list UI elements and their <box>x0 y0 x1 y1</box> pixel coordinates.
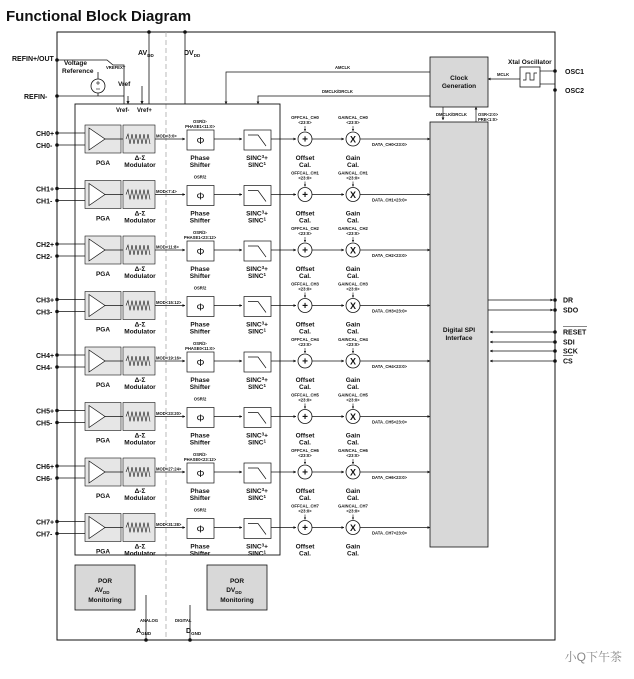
pga-label: PGA <box>95 437 111 445</box>
ch-plus-label: CH5+ <box>36 408 55 416</box>
ch-minus-label: CH3- <box>36 309 53 317</box>
spi-pin-label: SDO <box>563 307 579 315</box>
modulator-label-1: Δ-Σ <box>134 432 146 440</box>
pga-label: PGA <box>95 271 111 278</box>
por-dvdd-l3: Monitoring <box>220 597 254 604</box>
phase-label-1: Phase <box>190 488 210 495</box>
osc2-label: OSC2 <box>565 88 585 95</box>
gain-label-2: Cal. <box>347 217 359 225</box>
offcal-bits: <23:0> <box>298 286 312 292</box>
osr-label: OSR/2- <box>193 119 207 124</box>
phase-reg-label: PHASE0<11:0> <box>185 346 215 351</box>
phase-label-2: Shifter <box>189 439 211 447</box>
osc2-pin <box>553 88 557 92</box>
gaincal-bits: <23:0> <box>346 286 360 292</box>
agnd-label: $A_{GND}$ <box>136 628 152 636</box>
ch-minus-label: CH6- <box>36 476 53 483</box>
mclk-label: MCLK <box>497 72 510 77</box>
times-icon: X <box>349 301 357 311</box>
gaincal-label: GAINCAL_CH5 <box>338 392 368 398</box>
channel-1 <box>36 171 430 225</box>
plus-icon: + <box>302 301 308 312</box>
ch-plus-label: CH0+ <box>36 131 55 138</box>
plus-icon: + <box>302 245 308 257</box>
offcal-label: OFFCAL_CH2 <box>291 226 319 231</box>
spi-pin-sdo <box>488 308 579 315</box>
phase-label-2: Shifter <box>189 384 211 391</box>
sinc-label-2: SINC$^1$ <box>247 438 267 447</box>
modulator-label-2: Modulator <box>124 273 156 280</box>
data-bus-label: DATA_CH3<23:0> <box>372 308 407 314</box>
offcal-label: OFFCAL_CH4 <box>291 337 319 342</box>
data-bus-label: DATA_CH4<23:0> <box>372 364 407 369</box>
mod-bus-label: MOD<11:8> <box>156 244 179 250</box>
data-bus-label: DATA_CH0<23:0> <box>372 142 407 147</box>
times-icon: X <box>349 523 357 533</box>
offcal-bits: <23:0> <box>298 342 312 347</box>
offcal-label: OFFCAL_CH0 <box>291 115 319 120</box>
offset-label-1: Offset <box>295 488 315 495</box>
sinc-filter-block <box>244 241 271 261</box>
mod-bus-label: MOD<19:16> <box>156 355 182 361</box>
sinc-label-2: SINC$^1$ <box>247 327 267 336</box>
offset-label-2: Cal. <box>299 217 311 225</box>
gaincal-bits: <23:0> <box>346 231 360 236</box>
channel-4 <box>36 337 430 391</box>
phase-label-1: Phase <box>190 155 210 162</box>
spi-pin-sdi <box>490 340 575 347</box>
sinc-label-1: $SINC^3+$ <box>246 431 268 440</box>
gain-label-1: Gain <box>345 432 361 440</box>
offcal-label: OFFCAL_CH3 <box>291 281 319 287</box>
xtal-label: Xtal Oscillator <box>508 59 552 66</box>
clock-generation-block <box>430 57 488 107</box>
gaincal-bits: <23:0> <box>346 175 360 181</box>
gaincal-label: GAINCAL_CH3 <box>338 281 368 287</box>
gain-label-1: Gain <box>345 155 361 162</box>
dgnd-label: $D_{GND}$ <box>186 628 202 636</box>
agnd-pin <box>144 638 148 642</box>
offcal-bits: <23:0> <box>298 231 312 236</box>
gain-label-2: Cal. <box>347 328 359 336</box>
ch-minus-label: CH1- <box>36 198 53 206</box>
spi-pin-dot <box>553 330 557 334</box>
spi-pin-label: SDI <box>563 339 575 347</box>
clock-label-1: Clock <box>450 75 468 82</box>
dvdd-pin <box>183 30 187 34</box>
channel-0 <box>36 115 430 169</box>
sinc-label-1: $SINC^3+$ <box>246 209 268 218</box>
sinc-label-1: $SINC^3+$ <box>246 376 268 384</box>
spi-pin-label: SCK <box>563 348 578 356</box>
data-bus-label: DATA_CH2<23:0> <box>372 253 407 258</box>
sinc-filter-block <box>244 352 271 372</box>
dgnd-pin <box>188 638 192 642</box>
osr-label: OSR/2- <box>193 341 207 346</box>
ch-minus-label: CH4- <box>36 365 53 372</box>
dmclk-label: DMCLK/DRCLK <box>322 89 353 94</box>
pga-label: PGA <box>95 160 111 167</box>
modulator-label-1: Δ-Σ <box>134 266 146 273</box>
offset-label-1: Offset <box>295 377 315 384</box>
times-icon: X <box>349 245 357 256</box>
pga-label: PGA <box>95 215 111 223</box>
vref-label: Vref <box>118 81 131 88</box>
phi-icon: Φ <box>196 524 205 536</box>
offcal-label: OFFCAL_CH1 <box>291 170 319 176</box>
channel-5 <box>36 393 430 447</box>
por-avdd-l3: Monitoring <box>88 597 122 604</box>
digital-label: DIGITAL <box>175 618 192 623</box>
osr-label: OSR<2:0> <box>478 112 499 117</box>
amclk-label: AMCLK <box>335 65 351 70</box>
times-icon: X <box>349 467 357 478</box>
phi-icon: Φ <box>196 413 205 425</box>
times-icon: X <box>349 356 357 367</box>
plus-icon: + <box>302 134 308 146</box>
sinc-label-1: $SINC^3+$ <box>246 320 268 329</box>
sinc-label-2: SINC$^1$ <box>247 216 267 225</box>
gain-label-1: Gain <box>345 210 361 218</box>
spi-pin-reset <box>490 327 587 337</box>
offcal-bits: <23:0> <box>298 175 312 181</box>
plus-icon: + <box>302 356 308 368</box>
osr-label: OSR/2 <box>193 285 207 291</box>
channel-3 <box>36 282 430 336</box>
phi-icon: Φ <box>196 469 205 480</box>
gaincal-bits: <23:0> <box>346 508 360 514</box>
por-avdd-l2: $AV_{DD}$ <box>94 587 110 595</box>
avdd-pin <box>147 30 151 34</box>
gaincal-label: GAINCAL_CH6 <box>338 448 368 453</box>
gain-label-1: Gain <box>345 266 361 273</box>
sinc-label-1: $SINC^3+$ <box>246 487 268 495</box>
offcal-bits: <23:0> <box>298 397 312 403</box>
mod-bus-label: MOD<15:12> <box>156 300 182 305</box>
watermark: 小Q下午茶 <box>564 650 622 664</box>
offcal-bits: <23:0> <box>298 120 312 125</box>
osr-label: OSR/2- <box>193 452 207 457</box>
pre-label: PRE<1:0> <box>478 117 498 122</box>
times-icon: X <box>349 134 357 145</box>
modulator-label-1: Δ-Σ <box>134 488 146 495</box>
spi-pin-dot <box>553 359 557 363</box>
modulator-label-2: Modulator <box>124 217 156 225</box>
mod-bus-label: MOD<27:24> <box>156 466 182 472</box>
plus-icon: + <box>302 412 308 423</box>
gaincal-label: GAINCAL_CH7 <box>338 503 368 509</box>
phase-label-1: Phase <box>190 377 210 384</box>
plus-icon: + <box>302 523 308 534</box>
sinc-label-1: $SINC^3+$ <box>246 154 268 162</box>
osr-label: OSR/2 <box>193 174 207 180</box>
modulator-label-2: Modulator <box>124 439 156 447</box>
phase-label-1: Phase <box>190 543 210 551</box>
spi-pin-dot <box>553 308 557 312</box>
channel-6 <box>36 448 430 502</box>
spi-pin-dot <box>553 298 557 302</box>
refin-out-label: REFIN+/OUT <box>12 56 54 63</box>
spi-pins <box>488 298 587 366</box>
gaincal-bits: <23:0> <box>346 120 360 125</box>
vrefext-label: VREFEXT <box>106 65 126 70</box>
vref-label-voltage: Voltage <box>64 60 87 67</box>
pga-label: PGA <box>95 382 111 389</box>
modulator-label-2: Modulator <box>124 384 156 391</box>
offset-label-1: Offset <box>295 432 315 440</box>
dmclk-line <box>258 96 430 104</box>
modulator-label-1: Δ-Σ <box>134 543 146 551</box>
ch-minus-label: CH2- <box>36 254 53 261</box>
data-bus-label: DATA_CH7<23:0> <box>372 530 407 536</box>
refin-minus-label: REFIN- <box>24 94 48 101</box>
phi-icon: Φ <box>196 302 205 314</box>
spi-label-2: Interface <box>445 335 473 342</box>
gain-label-2: Cal. <box>347 162 359 169</box>
spi-pin-dr <box>488 298 573 305</box>
phase-label-1: Phase <box>190 321 210 329</box>
modulator-label-1: Δ-Σ <box>134 321 146 329</box>
pga-label: PGA <box>95 548 111 556</box>
mod-bus-label: MOD<23:20> <box>156 411 182 416</box>
data-bus-label: DATA_CH6<23:0> <box>372 475 407 480</box>
modulator-label-2: Modulator <box>124 550 156 558</box>
gain-label-1: Gain <box>345 543 361 551</box>
phase-label-1: Phase <box>190 210 210 218</box>
sinc-filter-block <box>244 297 271 317</box>
mod-bus-label: MOD<7:4> <box>156 189 177 194</box>
phase-label-1: Phase <box>190 266 210 273</box>
osr-label: OSR/2 <box>193 396 207 402</box>
gain-label-1: Gain <box>345 488 361 495</box>
sinc-label-2: SINC$^1$ <box>247 161 267 169</box>
spi-pin-label: RESET <box>563 329 587 337</box>
offset-label-2: Cal. <box>299 495 311 502</box>
pga-label: PGA <box>95 493 111 500</box>
phase-label-2: Shifter <box>189 328 211 336</box>
offset-label-1: Offset <box>295 321 315 329</box>
gaincal-label: GAINCAL_CH2 <box>338 226 368 231</box>
por-dvdd-l1: POR <box>229 578 245 585</box>
data-bus-label: DATA_CH5<23:0> <box>372 419 407 425</box>
osr-label: OSR/2 <box>193 507 207 513</box>
avdd-label: $AV_{DD}$ <box>138 50 154 58</box>
phi-icon: Φ <box>196 136 205 147</box>
sinc-label-1: $SINC^3+$ <box>246 265 268 273</box>
ch-plus-label: CH4+ <box>36 353 55 360</box>
sinc-label-1: $SINC^3+$ <box>246 542 268 551</box>
vref-plus-label: Vref+ <box>137 108 152 114</box>
phase-reg-label: PHASE0<23:12> <box>183 457 217 462</box>
phase-label-1: Phase <box>190 432 210 440</box>
ch-plus-label: CH1+ <box>36 186 55 194</box>
offset-label-2: Cal. <box>299 439 311 447</box>
gain-label-1: Gain <box>345 377 361 384</box>
gaincal-label: GAINCAL_CH1 <box>338 170 368 176</box>
offset-label-1: Offset <box>295 210 315 218</box>
offset-label-2: Cal. <box>299 384 311 391</box>
channel-7 <box>36 504 430 558</box>
spi-pin-dot <box>553 349 557 353</box>
clock-label-2: Generation <box>441 83 477 90</box>
offcal-bits: <23:0> <box>298 453 312 458</box>
channel-2 <box>36 226 430 280</box>
ch-minus-label: CH5- <box>36 420 53 428</box>
spi-pin-cs <box>490 356 573 366</box>
modulator-label-1: Δ-Σ <box>134 155 146 162</box>
ch-minus-label: CH0- <box>36 143 53 150</box>
ch-plus-label: CH6+ <box>36 464 55 471</box>
spi-pin-sck <box>490 349 578 356</box>
spi-pin-dot <box>553 340 557 344</box>
gain-label-1: Gain <box>345 321 361 329</box>
amclk-line <box>226 72 430 104</box>
phase-reg-label: PHASE1<11:0> <box>185 124 215 129</box>
offset-label-2: Cal. <box>299 273 311 280</box>
sinc-label-2: SINC$^1$ <box>247 272 267 280</box>
spi-label-1: Digital SPI <box>442 327 476 334</box>
phase-label-2: Shifter <box>189 495 211 502</box>
modulator-label-2: Modulator <box>124 495 156 502</box>
mod-bus-label: MOD<31:28> <box>156 522 182 527</box>
gain-label-2: Cal. <box>347 439 359 447</box>
diagram-title: Functional Block Diagram <box>6 8 192 25</box>
sinc-filter-block <box>244 519 271 539</box>
data-bus-label: DATA_CH1<23:0> <box>372 197 407 203</box>
modulator-label-2: Modulator <box>124 328 156 336</box>
ch-plus-label: CH3+ <box>36 297 55 305</box>
ch-plus-label: CH7+ <box>36 519 55 527</box>
analog-label: ANALOG <box>140 618 159 623</box>
phase-label-2: Shifter <box>189 162 211 169</box>
gaincal-bits: <23:0> <box>346 453 360 458</box>
pga-label: PGA <box>95 326 111 334</box>
gaincal-bits: <23:0> <box>346 342 360 347</box>
phase-label-2: Shifter <box>189 550 211 558</box>
offset-label-2: Cal. <box>299 328 311 336</box>
gaincal-label: GAINCAL_CH0 <box>338 115 368 120</box>
vref-label-reference: Reference <box>62 68 94 75</box>
dmclk-down-label: DMCLK/DRCLK <box>436 112 467 117</box>
modulator-label-2: Modulator <box>124 162 156 169</box>
modulator-label-1: Δ-Σ <box>134 377 146 384</box>
offset-label-1: Offset <box>295 543 315 551</box>
plus-icon: + <box>302 467 308 479</box>
phi-icon: Φ <box>196 191 205 203</box>
ch-plus-label: CH2+ <box>36 242 55 249</box>
spi-pin-label: DR <box>563 297 574 305</box>
gain-label-2: Cal. <box>347 273 359 280</box>
gain-label-2: Cal. <box>347 495 359 502</box>
offcal-label: OFFCAL_CH6 <box>291 448 319 453</box>
sinc-filter-block <box>244 463 271 483</box>
plus-icon: + <box>302 190 308 201</box>
vref-minus-label: Vref- <box>116 108 130 114</box>
osc1-label: OSC1 <box>565 69 585 76</box>
por-avdd-l1: POR <box>97 578 113 585</box>
phase-reg-label: PHASE1<23:12> <box>183 235 217 240</box>
xtal-waveform-icon <box>523 73 537 80</box>
modulator-label-1: Δ-Σ <box>134 210 146 218</box>
offset-label-2: Cal. <box>299 162 311 169</box>
phase-label-2: Shifter <box>189 217 211 225</box>
ch-minus-label: CH7- <box>36 531 53 539</box>
sinc-label-2: SINC$^1$ <box>247 549 267 558</box>
por-dvdd-l2: $DV_{DD}$ <box>226 587 242 595</box>
gain-label-2: Cal. <box>347 384 359 391</box>
mod-bus-label: MOD<3:0> <box>156 133 177 139</box>
dvdd-label: $DV_{DD}$ <box>184 50 201 58</box>
offset-label-2: Cal. <box>299 550 311 558</box>
sinc-label-2: SINC$^1$ <box>247 383 267 391</box>
phi-icon: Φ <box>196 247 205 258</box>
offset-label-1: Offset <box>295 155 315 162</box>
sinc-filter-block <box>244 186 271 206</box>
sinc-label-2: SINC$^1$ <box>247 494 267 502</box>
offcal-bits: <23:0> <box>298 508 312 514</box>
gaincal-bits: <23:0> <box>346 397 360 403</box>
gaincal-label: GAINCAL_CH4 <box>338 337 368 342</box>
offcal-label: OFFCAL_CH7 <box>291 503 319 509</box>
times-icon: X <box>349 190 357 200</box>
offcal-label: OFFCAL_CH5 <box>291 392 319 398</box>
sinc-filter-block <box>244 130 271 150</box>
times-icon: X <box>349 412 357 422</box>
osc1-pin <box>553 69 557 73</box>
channels <box>36 115 430 558</box>
phase-label-2: Shifter <box>189 273 211 280</box>
offset-label-1: Offset <box>295 266 315 273</box>
phi-icon: Φ <box>196 358 205 369</box>
spi-pin-label: CS <box>563 358 573 366</box>
osr-label: OSR/2- <box>193 230 207 235</box>
sinc-filter-block <box>244 408 271 428</box>
gain-label-2: Cal. <box>347 550 359 558</box>
